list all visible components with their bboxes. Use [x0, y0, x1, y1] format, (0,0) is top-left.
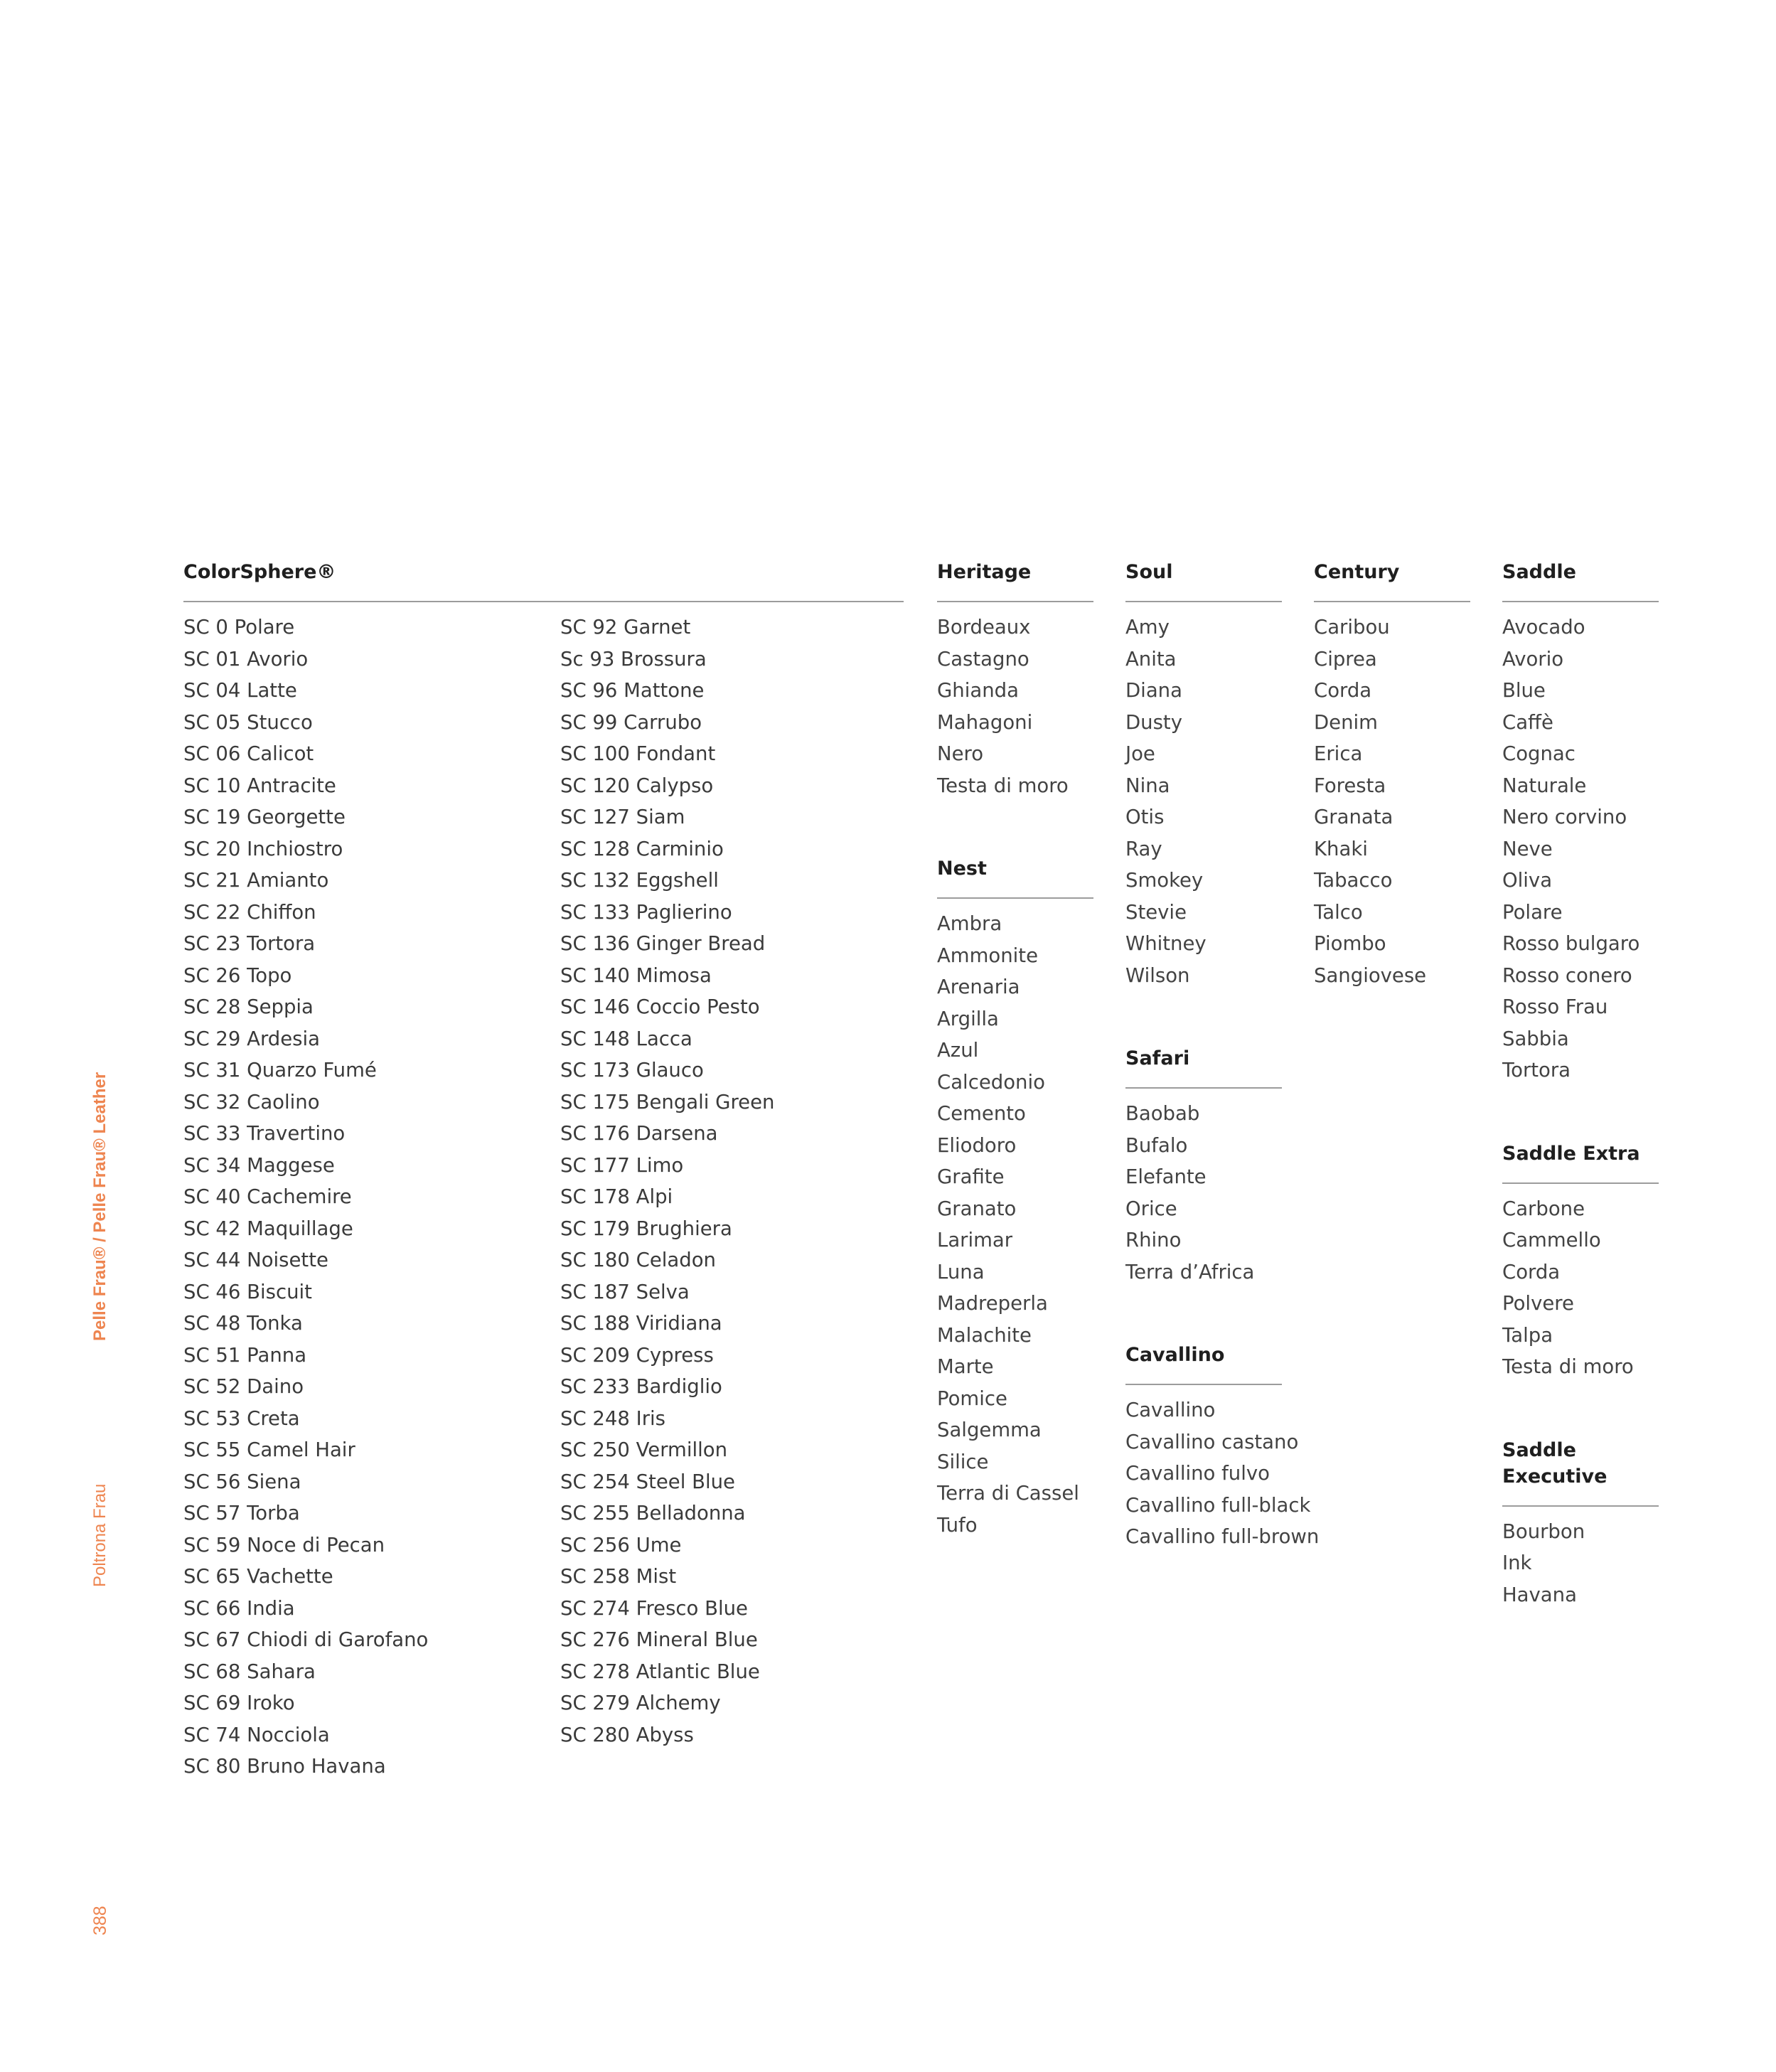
list-item: SC 180 Celadon: [560, 1249, 716, 1271]
nest-divider: [937, 897, 1093, 899]
safari-title: Safari: [1125, 1047, 1190, 1069]
list-item: SC 96 Mattone: [560, 679, 705, 702]
list-item: Neve: [1502, 837, 1553, 860]
colorsphere-divider: [183, 601, 904, 602]
list-item: SC 06 Calicot: [183, 742, 314, 765]
list-item: SC 04 Latte: [183, 679, 297, 702]
brand-label: Poltrona Frau: [90, 1483, 109, 1587]
list-item: SC 67 Chiodi di Garofano: [183, 1628, 429, 1651]
saddle-extra-section: [1502, 1141, 1659, 1383]
saddle-executive-title-line1: Saddle: [1502, 1438, 1576, 1461]
list-item: Larimar: [937, 1229, 1013, 1251]
list-item: SC 42 Maquillage: [183, 1217, 353, 1240]
list-item: SC 178 Alpi: [560, 1185, 673, 1208]
list-item: Amy: [1125, 616, 1170, 639]
list-item: Nero corvino: [1502, 806, 1627, 828]
heritage-divider: [937, 601, 1093, 602]
list-item: SC 254 Steel Blue: [560, 1470, 735, 1493]
century-title: Century: [1314, 561, 1400, 583]
list-item: Ink: [1502, 1552, 1532, 1574]
list-item: Corda: [1502, 1260, 1561, 1283]
list-item: SC 274 Fresco Blue: [560, 1596, 748, 1620]
list-item: Ray: [1125, 837, 1162, 860]
list-item: SC 69 Iroko: [183, 1692, 295, 1714]
list-item: Granato: [937, 1197, 1017, 1220]
list-item: SC 80 Bruno Havana: [183, 1755, 386, 1778]
saddle-extra-divider: [1502, 1182, 1659, 1184]
list-item: Oliva: [1502, 869, 1553, 892]
list-item: Orice: [1125, 1197, 1177, 1220]
list-item: Ciprea: [1314, 647, 1377, 671]
century-list: [1314, 612, 1470, 991]
list-item: Madreperla: [937, 1292, 1048, 1315]
list-item: Diana: [1125, 679, 1182, 702]
saddle-executive-title-line2: Executive: [1502, 1465, 1608, 1488]
colorsphere-list-2: [560, 612, 774, 1751]
list-item: SC 128 Carminio: [560, 837, 724, 860]
list-item: SC 68 Sahara: [183, 1660, 316, 1683]
soul-divider: [1125, 601, 1282, 602]
list-item: SC 136 Ginger Bread: [560, 932, 766, 955]
list-item: SC 59 Noce di Pecan: [183, 1533, 385, 1556]
list-item: Caffè: [1502, 710, 1553, 734]
column-heritage-nest: [937, 559, 1093, 1541]
list-item: SC 177 Limo: [560, 1153, 684, 1177]
nest-section: [937, 855, 1093, 1541]
list-item: Whitney: [1125, 932, 1207, 955]
saddle-list: [1502, 612, 1659, 1086]
list-item: Cavallino full-black: [1125, 1493, 1311, 1517]
list-item: SC 187 Selva: [560, 1280, 690, 1303]
list-item: SC 22 Chiffon: [183, 900, 316, 924]
list-item: Nero: [937, 742, 984, 765]
list-item: Arenaria: [937, 976, 1020, 998]
heritage-title: Heritage: [937, 561, 1032, 583]
list-item: SC 65 Vachette: [183, 1565, 333, 1588]
list-item: SC 179 Brughiera: [560, 1217, 732, 1240]
cavallino-divider: [1125, 1384, 1282, 1385]
list-item: Cammello: [1502, 1229, 1601, 1251]
saddle-executive-section: [1502, 1437, 1659, 1611]
saddle-extra-title: Saddle Extra: [1502, 1142, 1640, 1165]
list-item: SC 100 Fondant: [560, 742, 716, 765]
list-item: Carbone: [1502, 1197, 1585, 1220]
list-item: Mahagoni: [937, 710, 1033, 734]
list-item: SC 99 Carrubo: [560, 710, 702, 734]
list-item: Rhino: [1125, 1229, 1182, 1251]
list-item: SC 56 Siena: [183, 1470, 301, 1493]
list-item: SC 52 Daino: [183, 1375, 304, 1398]
list-item: SC 146 Coccio Pesto: [560, 995, 760, 1018]
list-item: Anita: [1125, 647, 1177, 671]
list-item: Testa di moro: [1502, 1355, 1634, 1378]
list-item: Castagno: [937, 647, 1029, 671]
list-item: Calcedonio: [937, 1070, 1045, 1094]
saddle-executive-title: [1502, 1437, 1659, 1490]
safari-section: [1125, 1045, 1282, 1288]
list-item: Rosso Frau: [1502, 995, 1608, 1018]
list-item: Tortora: [1502, 1059, 1571, 1082]
list-item: SC 29 Ardesia: [183, 1027, 320, 1050]
century-section: [1314, 559, 1470, 991]
list-item: SC 176 Darsena: [560, 1122, 718, 1145]
safari-list: [1125, 1098, 1282, 1288]
cavallino-title: Cavallino: [1125, 1344, 1225, 1366]
list-item: SC 209 Cypress: [560, 1343, 714, 1367]
list-item: Bufalo: [1125, 1133, 1188, 1157]
list-item: Cavallino: [1125, 1399, 1216, 1421]
list-item: Sangiovese: [1314, 963, 1427, 987]
list-item: SC 0 Polare: [183, 616, 295, 639]
list-item: Azul: [937, 1039, 979, 1062]
list-item: Terra di Cassel: [937, 1482, 1079, 1505]
century-divider: [1314, 601, 1470, 602]
list-item: Nina: [1125, 774, 1170, 797]
saddle-executive-list: [1502, 1516, 1659, 1611]
saddle-executive-divider: [1502, 1505, 1659, 1507]
list-item: Pomice: [937, 1387, 1007, 1410]
list-item: SC 188 Viridiana: [560, 1312, 722, 1335]
list-item: Wilson: [1125, 963, 1190, 987]
saddle-extra-list: [1502, 1193, 1659, 1383]
colorsphere-title: ColorSphere®: [183, 561, 336, 583]
list-item: Bourbon: [1502, 1520, 1585, 1543]
list-item: SC 173 Glauco: [560, 1059, 704, 1082]
list-item: SC 57 Torba: [183, 1502, 300, 1524]
saddle-section: [1502, 559, 1659, 1086]
list-item: Sc 93 Brossura: [560, 647, 707, 671]
list-item: SC 10 Antracite: [183, 774, 336, 797]
list-item: SC 32 Caolino: [183, 1090, 320, 1114]
column-saddle: [1502, 559, 1659, 1611]
list-item: Smokey: [1125, 869, 1204, 892]
list-item: Polvere: [1502, 1292, 1574, 1315]
list-item: Eliodoro: [937, 1133, 1017, 1157]
list-item: Dusty: [1125, 710, 1182, 734]
list-item: SC 132 Eggshell: [560, 869, 719, 892]
soul-title: Soul: [1125, 561, 1173, 583]
cavallino-list: [1125, 1394, 1320, 1553]
list-item: Polare: [1502, 900, 1563, 924]
list-item: Ambra: [937, 912, 1002, 935]
list-item: SC 55 Camel Hair: [183, 1438, 355, 1461]
cavallino-section: [1125, 1342, 1320, 1553]
list-item: Foresta: [1314, 774, 1386, 797]
list-item: SC 148 Lacca: [560, 1027, 692, 1050]
heritage-list: [937, 612, 1093, 801]
nest-list: [937, 908, 1093, 1541]
list-item: SC 21 Amianto: [183, 869, 329, 892]
page-number: 388: [90, 1906, 110, 1935]
list-item: Elefante: [1125, 1165, 1207, 1188]
saddle-divider: [1502, 601, 1659, 602]
list-item: Khaki: [1314, 837, 1368, 860]
list-item: Salgemma: [937, 1419, 1042, 1441]
list-item: SC 250 Vermillon: [560, 1438, 728, 1461]
list-item: Marte: [937, 1355, 994, 1378]
list-item: SC 40 Cachemire: [183, 1185, 352, 1208]
list-item: Cavallino castano: [1125, 1430, 1299, 1453]
list-item: SC 279 Alchemy: [560, 1692, 721, 1714]
list-item: SC 276 Mineral Blue: [560, 1628, 758, 1651]
soul-section: [1125, 559, 1282, 991]
list-item: SC 258 Mist: [560, 1565, 677, 1588]
heritage-section: [937, 559, 1093, 801]
list-item: SC 23 Tortora: [183, 932, 316, 955]
list-item: SC 51 Panna: [183, 1343, 307, 1367]
list-item: SC 53 Creta: [183, 1406, 300, 1430]
list-item: SC 248 Iris: [560, 1406, 666, 1430]
list-item: Naturale: [1502, 774, 1587, 797]
list-item: Caribou: [1314, 616, 1390, 639]
list-item: Grafite: [937, 1165, 1005, 1188]
list-item: SC 280 Abyss: [560, 1723, 694, 1746]
series-label: Pelle Frau® / Pelle Frau® Leather: [90, 1072, 109, 1341]
list-item: Luna: [937, 1260, 985, 1283]
list-item: Cemento: [937, 1102, 1026, 1125]
colorsphere-section: [183, 559, 904, 1778]
list-item: Denim: [1314, 710, 1378, 734]
list-item: SC 255 Belladonna: [560, 1502, 746, 1524]
list-item: Corda: [1314, 679, 1372, 702]
list-item: SC 133 Paglierino: [560, 900, 732, 924]
list-item: Baobab: [1125, 1102, 1200, 1125]
list-item: Argilla: [937, 1007, 999, 1030]
list-item: SC 33 Travertino: [183, 1122, 346, 1145]
list-item: Avocado: [1502, 616, 1585, 639]
list-item: Stevie: [1125, 900, 1187, 924]
list-item: Rosso conero: [1502, 963, 1632, 987]
list-item: SC 278 Atlantic Blue: [560, 1660, 760, 1683]
list-item: Joe: [1125, 742, 1155, 765]
list-item: SC 140 Mimosa: [560, 963, 712, 987]
list-item: Avorio: [1502, 647, 1564, 671]
list-item: Cavallino full-brown: [1125, 1525, 1320, 1548]
list-item: Sabbia: [1502, 1027, 1569, 1050]
soul-list: [1125, 612, 1282, 991]
list-item: SC 46 Biscuit: [183, 1280, 312, 1303]
list-item: Rosso bulgaro: [1502, 932, 1640, 955]
list-item: Ammonite: [937, 944, 1038, 967]
list-item: SC 01 Avorio: [183, 647, 309, 671]
list-item: Bordeaux: [937, 616, 1031, 639]
list-item: SC 05 Stucco: [183, 710, 313, 734]
colorsphere-list-1: [183, 612, 428, 1783]
list-item: Cognac: [1502, 742, 1576, 765]
list-item: SC 92 Garnet: [560, 616, 691, 639]
list-item: Talco: [1314, 900, 1363, 924]
list-item: SC 20 Inchiostro: [183, 837, 343, 860]
list-item: Havana: [1502, 1583, 1577, 1606]
list-item: Granata: [1314, 806, 1393, 828]
list-item: Blue: [1502, 679, 1546, 702]
column-soul-safari-cavallino: [1125, 559, 1320, 1553]
list-item: SC 233 Bardiglio: [560, 1375, 722, 1398]
list-item: Tufo: [937, 1513, 978, 1537]
list-item: SC 44 Noisette: [183, 1249, 328, 1271]
list-item: SC 175 Bengali Green: [560, 1090, 775, 1114]
list-item: SC 19 Georgette: [183, 806, 346, 828]
list-item: SC 48 Tonka: [183, 1312, 303, 1335]
list-item: Talpa: [1502, 1323, 1553, 1347]
saddle-title: Saddle: [1502, 561, 1576, 583]
list-item: SC 66 India: [183, 1596, 295, 1620]
list-item: SC 34 Maggese: [183, 1153, 335, 1177]
list-item: Malachite: [937, 1323, 1032, 1347]
safari-divider: [1125, 1087, 1282, 1089]
list-item: SC 256 Ume: [560, 1533, 682, 1556]
list-item: Tabacco: [1314, 869, 1393, 892]
column-century: [1314, 559, 1470, 991]
list-item: SC 26 Topo: [183, 963, 292, 987]
list-item: SC 31 Quarzo Fumé: [183, 1059, 377, 1082]
list-item: Piombo: [1314, 932, 1386, 955]
list-item: Silice: [937, 1450, 989, 1473]
list-item: Otis: [1125, 806, 1165, 828]
list-item: Testa di moro: [937, 774, 1069, 797]
list-item: SC 28 Seppia: [183, 995, 314, 1018]
list-item: SC 74 Nocciola: [183, 1723, 330, 1746]
nest-title: Nest: [937, 858, 987, 880]
list-item: Erica: [1314, 742, 1363, 765]
list-item: Cavallino fulvo: [1125, 1462, 1270, 1485]
list-item: Terra d’Africa: [1125, 1260, 1255, 1283]
list-item: SC 120 Calypso: [560, 774, 714, 797]
list-item: Ghianda: [937, 679, 1019, 702]
list-item: SC 127 Siam: [560, 806, 685, 828]
